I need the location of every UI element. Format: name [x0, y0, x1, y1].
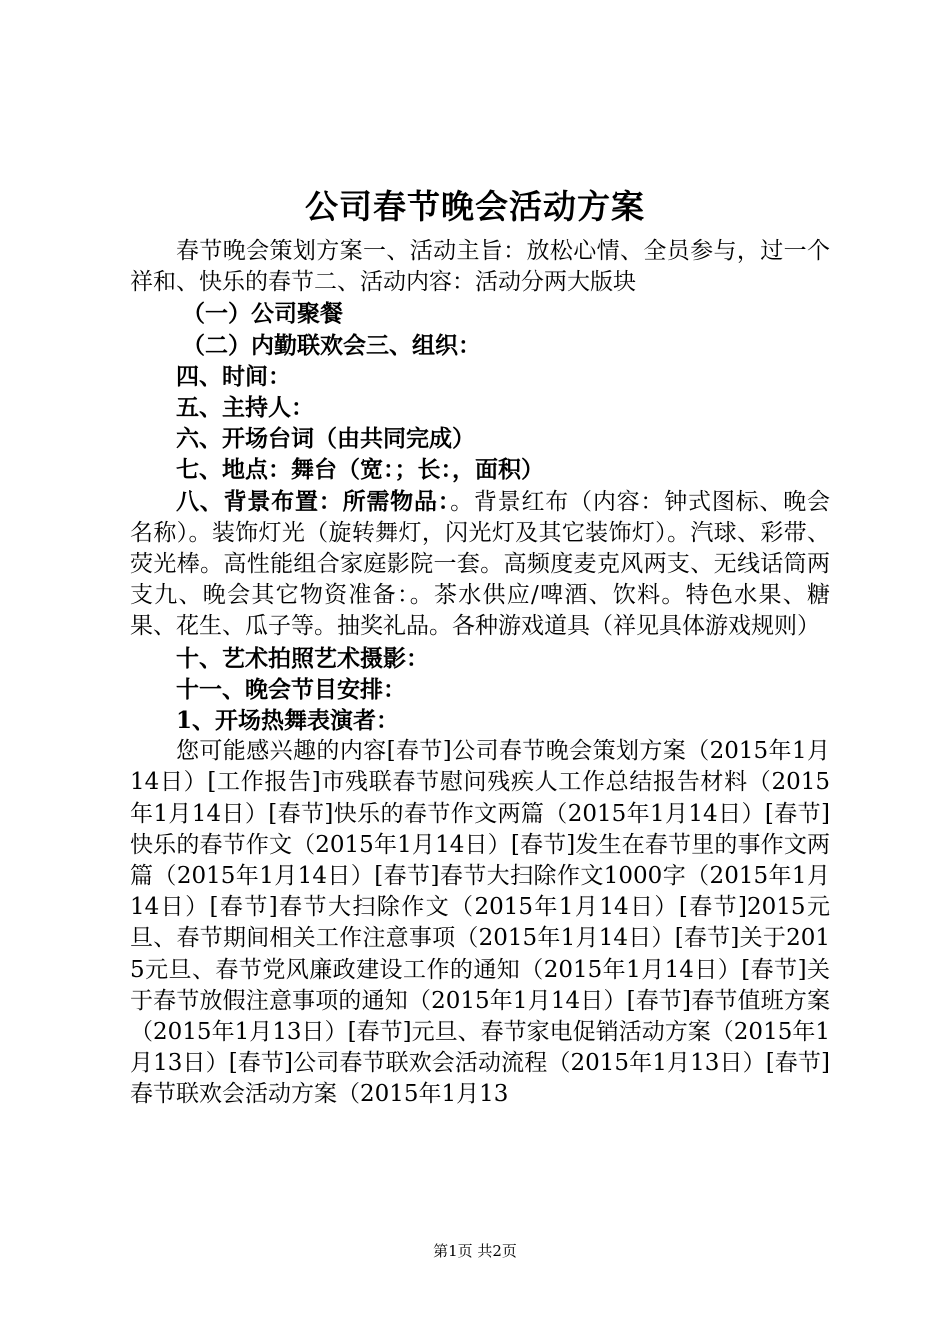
page-number-footer: 第1页 共2页	[433, 1242, 517, 1260]
program-item-heading: 1、开场热舞表演者：	[176, 707, 400, 735]
section-heading: 六、开场台词（由共同完成）	[176, 425, 475, 453]
related-content-paragraph: 您可能感兴趣的内容[春节]公司春节晚会策划方案（2015年1月14日）[工作报告]市残联春节慰问残疾人工作总结报告材料（2015年1月14日）[春节]快乐的春节作文两篇（2015年1月14日）[春节]快乐的春节作文（2015年1月14日）[春节]发生在春节里的事作文两篇（2015年1月14日）[春节]春节大扫除作文1000字（2015年1月14日）[春节]春节大扫除作文（2015年1月14日）[春节]2015元旦、春节期间相关工作注意事项（2015年1月14日）[春节]关于2015元旦、春节党风廉政建设工作的通知（2015年1月14日）[春节]关于春节放假注意事项的通知（2015年1月14日）[春节]春节值班方案（2015年1月13日）[春节]元旦、春节家电促销活动方案（2015年1月13日）[春节]公司春节联欢会活动流程（2015年1月13日）[春节]春节联欢会活动方案（2015年1月13	[130, 738, 830, 1108]
document-body	[130, 236, 830, 1111]
section-heading: 十一、晚会节目安排：	[176, 675, 406, 703]
section-heading: （二）内勤联欢会三、组织：	[182, 331, 481, 359]
document-title: 公司春节晚会活动方案	[305, 187, 645, 226]
section-heading: 五、主持人：	[176, 394, 314, 422]
section-heading: （一）公司聚餐	[182, 300, 343, 328]
section-8-heading: 八、背景布置：所需物品：	[176, 487, 451, 515]
section-8-text: 。背景红布（内容：钟式图标、晚会名称）。装饰灯光（旋转舞灯，闪光灯及其它装饰灯）。汽球、彩带、荧光棒。高性能组合家庭影院一套。高频度麦克风两支、无线话筒两支九、晚会其它物资准备：。茶水供应/啤酒、饮料。特色水果、糖果、花生、瓜子等。抽奖礼品。各种游戏道具（祥见具体游戏规则）	[130, 488, 831, 640]
section-heading: 四、时间：	[176, 362, 291, 390]
section-heading: 七、地点：舞台（宽：；长：，面积）	[176, 456, 544, 484]
intro-paragraph: 春节晚会策划方案一、活动主旨：放松心情、全员参与，过一个祥和、快乐的春节二、活动内容：活动分两大版块	[130, 238, 830, 296]
section-8-paragraph	[130, 486, 830, 643]
section-heading: 十、艺术拍照艺术摄影：	[176, 644, 429, 672]
